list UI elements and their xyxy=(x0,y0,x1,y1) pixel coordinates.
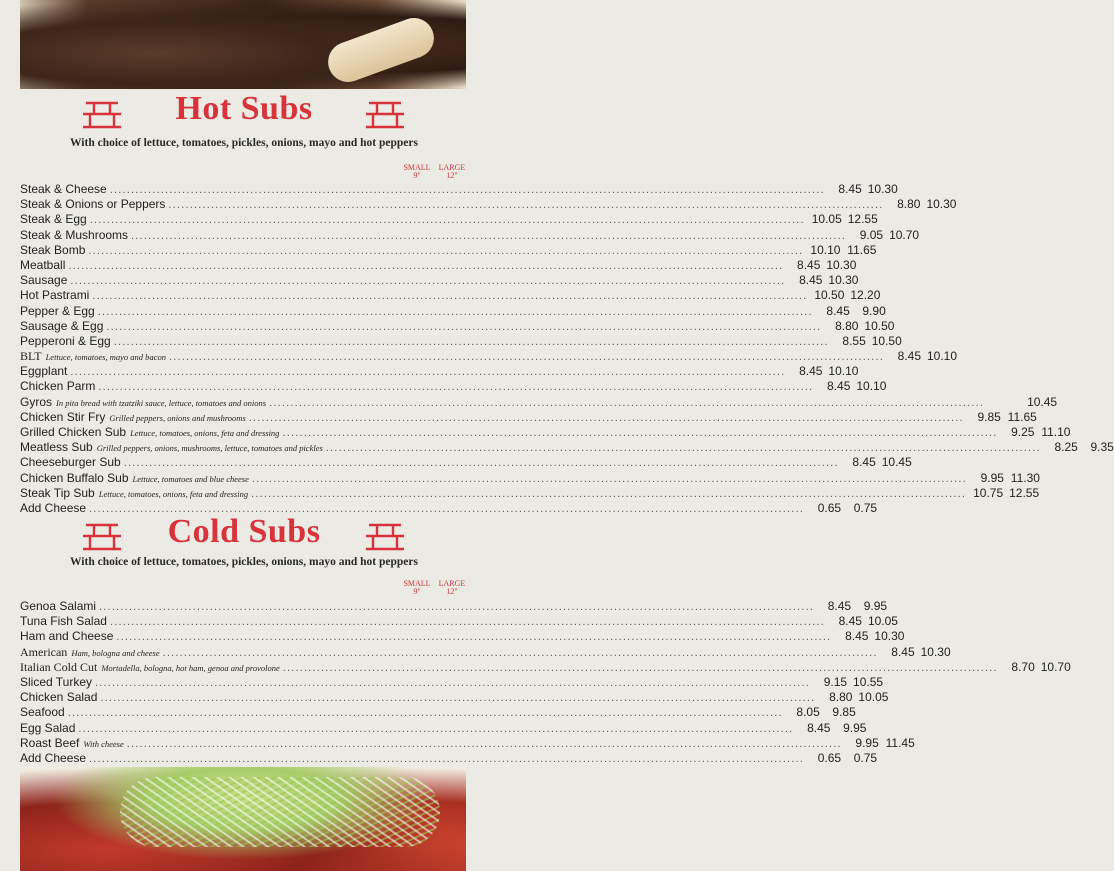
menu-item-description: In pita bread with tzatziki sauce, lettuce, tomatoes and onions xyxy=(56,397,267,408)
dot-leader xyxy=(68,706,783,721)
menu-item-row xyxy=(20,333,902,349)
menu-item-row xyxy=(20,273,859,288)
large-price: 10.05 xyxy=(858,690,889,705)
menu-item-row xyxy=(20,349,958,364)
menu-item-row xyxy=(20,470,1040,486)
dot-leader xyxy=(116,630,831,645)
dot-leader xyxy=(110,615,825,630)
dot-leader xyxy=(106,320,821,335)
small-price: 9.05 xyxy=(859,227,884,242)
menu-item-description: Ham, bologna and cheese xyxy=(71,647,160,658)
menu-item-row xyxy=(20,690,889,705)
hot-subs-heading-row xyxy=(0,90,488,128)
large-price: 10.10 xyxy=(828,364,859,379)
small-price: 9.95 xyxy=(980,470,1004,485)
dot-leader xyxy=(88,244,803,259)
dot-leader xyxy=(90,213,805,228)
cold-subs-list xyxy=(20,599,1071,766)
dot-leader xyxy=(114,335,829,350)
menu-item-description: Lettuce, tomatoes and blue cheese xyxy=(132,473,249,484)
menu-item-row xyxy=(20,227,920,243)
large-price: 10.30 xyxy=(867,182,898,196)
menu-item-row xyxy=(20,212,878,227)
dot-leader xyxy=(168,198,883,213)
large-price: 10.30 xyxy=(920,644,951,659)
large-price: 9.95 xyxy=(863,599,888,613)
menu-item-row xyxy=(20,720,867,736)
menu-item-row xyxy=(20,659,1071,675)
hot-subs-title: Hot Subs xyxy=(175,90,313,127)
menu-item-description: Lettuce, tomatoes, mayo and bacon xyxy=(45,352,166,363)
small-price: 8.70 xyxy=(1011,659,1035,674)
large-price: 9.90 xyxy=(862,303,886,318)
large-price: 9.85 xyxy=(832,705,856,720)
large-price: 11.30 xyxy=(1010,470,1040,485)
small-price: 10.75 xyxy=(973,485,1004,500)
large-price: 12.20 xyxy=(850,288,881,303)
menu-item-description: Lettuce, tomatoes, onions, feta and dressing xyxy=(98,488,249,499)
large-price: 10.50 xyxy=(864,318,895,333)
small-price: 8.45 xyxy=(807,720,831,735)
dot-leader xyxy=(70,274,785,289)
large-price: 10.10 xyxy=(856,379,887,394)
menu-item-name: Steak & Egg xyxy=(20,212,87,227)
large-price: 11.65 xyxy=(847,242,877,257)
small-price: 10.50 xyxy=(814,288,845,303)
menu-item-row xyxy=(20,394,1058,410)
small-price: 8.45 xyxy=(797,257,821,272)
menu-item-name: Sliced Turkey xyxy=(20,674,93,689)
menu-item-name: Egg Salad xyxy=(20,720,76,735)
menu-item-row xyxy=(20,303,886,319)
cold-subs-heading-row xyxy=(0,513,488,551)
menu-item-name: Chicken Salad xyxy=(20,690,98,705)
menu-item-row xyxy=(20,409,1037,425)
large-price: 10.10 xyxy=(926,349,958,364)
menu-item-description: Grilled peppers, onions, mushrooms, lettuce, tomatoes and pickles xyxy=(96,443,323,454)
menu-item-name: BLT xyxy=(20,349,42,364)
small-price: 9.25 xyxy=(1011,425,1035,439)
menu-item-row xyxy=(20,644,951,660)
large-price: 9.95 xyxy=(843,720,867,735)
menu-item-name: Pepper & Egg xyxy=(20,303,95,318)
dot-leader xyxy=(68,259,783,274)
small-price: 8.80 xyxy=(897,197,921,212)
dot-leader xyxy=(282,426,997,441)
large-price: 10.30 xyxy=(874,629,905,644)
menu-item-row xyxy=(20,425,1071,440)
small-price: 8.45 xyxy=(827,379,851,394)
small-price: 9.15 xyxy=(823,674,848,689)
menu-item-row xyxy=(20,182,898,197)
hot-small-header: SMALL 9" xyxy=(403,163,431,180)
small-price: 0.65 xyxy=(817,500,842,515)
large-price: 10.45 xyxy=(1027,394,1058,409)
menu-item-row xyxy=(20,288,881,303)
menu-item-name: Meatless Sub xyxy=(20,440,93,455)
menu-item-name: Hot Pastrami xyxy=(20,288,90,303)
menu-item-row xyxy=(20,257,857,273)
small-price: 8.05 xyxy=(796,705,820,720)
menu-item-name: Chicken Buffalo Sub xyxy=(20,470,129,485)
dot-leader xyxy=(131,229,846,244)
menu-item-row xyxy=(20,197,957,212)
large-price: 11.65 xyxy=(1007,409,1037,424)
large-price: 11.45 xyxy=(885,735,915,750)
menu-item-row xyxy=(20,629,905,644)
small-price: 8.45 xyxy=(891,644,915,659)
menu-item-row xyxy=(20,750,878,766)
dot-leader xyxy=(163,646,878,661)
dot-leader xyxy=(249,411,964,426)
dot-leader xyxy=(169,350,884,365)
hot-subs-subtitle: With choice of lettuce, tomatoes, pickles, onions, mayo and hot peppers xyxy=(70,137,418,149)
dot-leader xyxy=(251,487,966,502)
large-price: 12.55 xyxy=(1009,485,1040,500)
dot-leader xyxy=(70,365,785,380)
menu-item-name: Seafood xyxy=(20,705,65,720)
small-price: 8.80 xyxy=(829,690,853,705)
large-price: 9.35 xyxy=(1090,440,1114,455)
steak-sub-photo xyxy=(20,0,466,89)
dot-leader xyxy=(78,722,793,737)
menu-item-name: Sausage xyxy=(20,273,68,288)
dot-leader xyxy=(89,752,804,767)
small-price: 8.55 xyxy=(842,333,866,348)
large-price: 10.30 xyxy=(926,197,957,212)
large-price: 0.75 xyxy=(853,750,878,765)
menu-item-name: Steak & Mushrooms xyxy=(20,227,129,242)
small-price: 8.45 xyxy=(897,349,922,364)
menu-item-row xyxy=(20,705,856,720)
dot-leader xyxy=(92,289,807,304)
small-price: 9.85 xyxy=(977,409,1001,424)
small-price: 8.45 xyxy=(852,455,876,470)
small-price: 8.45 xyxy=(827,599,852,613)
menu-item-row xyxy=(20,242,877,258)
dot-leader xyxy=(127,737,842,752)
large-price: 10.70 xyxy=(1040,659,1071,674)
menu-item-row xyxy=(20,379,887,394)
menu-item-name: Italian Cold Cut xyxy=(20,659,98,674)
dot-leader xyxy=(283,661,998,676)
menu-item-row xyxy=(20,599,888,614)
dot-leader xyxy=(269,396,984,411)
small-price: 8.45 xyxy=(838,614,862,629)
large-price: 10.50 xyxy=(871,333,902,348)
menu-item-name: Steak & Cheese xyxy=(20,182,107,196)
menu-item-row xyxy=(20,614,898,629)
large-price: 10.05 xyxy=(867,614,898,629)
menu-item-name: Pepperoni & Egg xyxy=(20,333,111,348)
dot-leader xyxy=(98,380,813,395)
small-price: 0.65 xyxy=(817,750,842,765)
menu-item-name: Ham and Cheese xyxy=(20,629,114,644)
menu-item-row xyxy=(20,364,859,379)
menu-item-name: Grilled Chicken Sub xyxy=(20,425,127,439)
menu-item-row xyxy=(20,735,915,751)
hot-large-header: LARGE 12" xyxy=(438,163,466,180)
small-price: 9.95 xyxy=(855,735,879,750)
dot-leader xyxy=(95,676,810,691)
menu-item-row xyxy=(20,455,912,470)
menu-item-description: Grilled peppers, onions and mushrooms xyxy=(109,412,246,423)
small-price: 8.45 xyxy=(826,303,850,318)
large-price: 11.10 xyxy=(1041,425,1071,439)
menu-item-name: Steak Bomb xyxy=(20,242,86,257)
menu-item-name: Gyros xyxy=(20,394,53,409)
menu-item-name: Sausage & Egg xyxy=(20,318,104,333)
menu-item-name: Eggplant xyxy=(20,364,68,379)
large-price: 10.70 xyxy=(889,227,920,242)
large-price: 12.55 xyxy=(847,212,878,227)
menu-item-name: Steak Tip Sub xyxy=(20,485,95,500)
dot-leader xyxy=(110,183,825,198)
menu-item-name: American xyxy=(20,644,68,659)
menu-item-row xyxy=(20,318,895,334)
cold-subs-subtitle: With choice of lettuce, tomatoes, pickles, onions, mayo and hot peppers xyxy=(70,556,418,568)
large-price: 10.30 xyxy=(826,257,857,272)
dot-leader xyxy=(100,691,815,706)
menu-item-name: Meatball xyxy=(20,257,66,272)
menu-item-description: With cheese xyxy=(83,738,124,749)
menu-item-description: Lettuce, tomatoes, onions, feta and dressing xyxy=(130,428,280,438)
menu-item-row xyxy=(20,674,884,690)
cold-sub-photo xyxy=(20,767,466,871)
menu-item-description: Mortadella, bologna, hot ham, genoa and provolone xyxy=(101,662,280,673)
small-price: 8.45 xyxy=(799,364,823,379)
menu-item-name: Genoa Salami xyxy=(20,599,97,613)
menu-item-name: Steak & Onions or Peppers xyxy=(20,197,166,212)
small-price: 8.45 xyxy=(838,182,862,196)
dot-leader xyxy=(252,472,967,487)
hot-subs-list xyxy=(20,182,1114,516)
menu-item-name: Cheeseburger Sub xyxy=(20,455,121,470)
large-price: 10.55 xyxy=(853,674,884,689)
menu-item-row xyxy=(20,485,1040,501)
small-price: 8.80 xyxy=(835,318,859,333)
large-price: 10.45 xyxy=(881,455,912,470)
cold-subs-title: Cold Subs xyxy=(167,513,321,550)
menu-item-row xyxy=(20,440,1114,455)
dot-leader xyxy=(124,456,839,471)
menu-item-name: Tuna Fish Salad xyxy=(20,614,107,629)
small-price: 8.25 xyxy=(1054,440,1078,455)
small-price: 8.45 xyxy=(799,273,823,288)
menu-item-name: Chicken Parm xyxy=(20,379,96,394)
cold-small-header: SMALL 9" xyxy=(403,579,431,596)
menu-item-name: Add Cheese xyxy=(20,500,87,515)
dot-leader xyxy=(326,441,1041,456)
small-price: 10.05 xyxy=(811,212,842,227)
menu-item-name: Add Cheese xyxy=(20,750,87,765)
dot-leader xyxy=(98,305,813,320)
small-price: 8.45 xyxy=(845,629,869,644)
large-price: 10.30 xyxy=(828,273,859,288)
menu-item-name: Roast Beef xyxy=(20,735,80,750)
dot-leader xyxy=(99,600,814,615)
menu-item-name: Chicken Stir Fry xyxy=(20,409,106,424)
large-price: 0.75 xyxy=(853,500,878,515)
small-price: 10.10 xyxy=(810,242,841,257)
cold-large-header: LARGE 12" xyxy=(438,579,466,596)
